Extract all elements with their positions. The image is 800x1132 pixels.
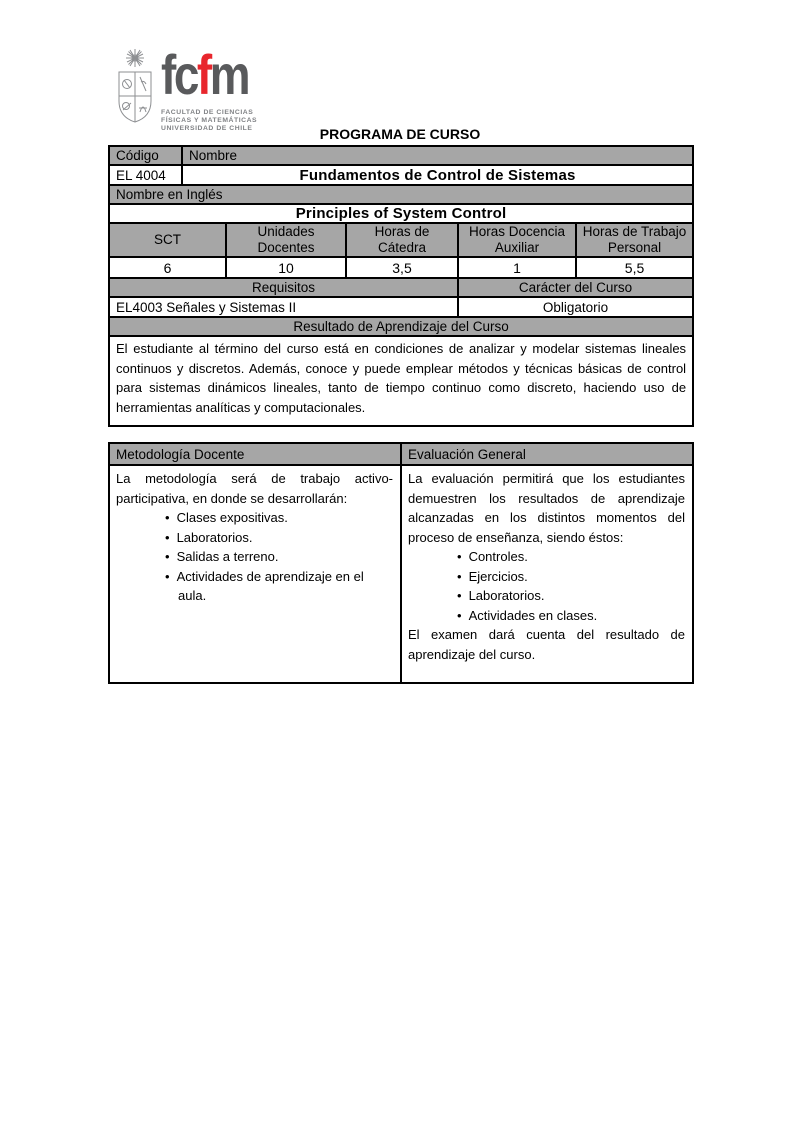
- metodologia-bullet-list: [116, 508, 393, 606]
- metodologia-bullet-3: • Salidas a terreno.: [165, 547, 393, 567]
- header-horas-catedra: Horas de Cátedra: [346, 223, 458, 257]
- nombre-label-cell: Nombre: [182, 146, 693, 165]
- evaluacion-bullet-4: • Actividades en clases.: [457, 606, 685, 626]
- value-horas-trabajo-personal: 5,5: [576, 257, 693, 278]
- evaluacion-bullet-2: • Ejercicios.: [457, 567, 685, 587]
- metodologia-bullet-1: • Clases expositivas.: [165, 508, 393, 528]
- evaluacion-body-cell: [401, 465, 693, 683]
- english-name-cell: Principles of System Control: [109, 204, 693, 223]
- evaluacion-outro-paragraph: El examen dará cuenta del resultado de aprendizaje del curso.: [408, 627, 685, 662]
- faculty-line-2: FÍSICAS Y MATEMÁTICAS: [161, 116, 258, 124]
- fcfm-letters-fc: fc: [161, 43, 197, 106]
- evaluacion-intro-paragraph: La evaluación permitirá que los estudiantes demuestren los resultados de aprendizaje alcanzadas en los distintos momentos del proceso de enseñanza, siendo éstos:: [408, 471, 685, 545]
- codigo-value-cell: EL 4004: [109, 165, 182, 185]
- faculty-line-3: UNIVERSIDAD DE CHILE: [161, 124, 253, 132]
- requisitos-value-cell: EL4003 Señales y Sistemas II: [109, 297, 458, 317]
- caracter-value-cell: Obligatorio: [458, 297, 693, 317]
- fcfm-wordmark-block: [161, 43, 267, 132]
- value-sct: 6: [109, 257, 226, 278]
- methodology-evaluation-header-row: [109, 443, 693, 465]
- learning-outcome-paragraph: El estudiante al término del curso está en condiciones de analizar y modelar sistemas lineales continuos y discretos. Además, conoce y puede emplear métodos y técnicas básicas de control para sistemas dinámicos lineales, tanto de tiempo continuo como discreto, haciendo uso de herramientas analíticas y computacionales.: [116, 341, 687, 415]
- course-info-table: [108, 145, 694, 427]
- evaluacion-bullet-3: • Laboratorios.: [457, 586, 685, 606]
- evaluacion-bullet-1: • Controles.: [457, 547, 685, 567]
- page-title: PROGRAMA DE CURSO: [319, 126, 481, 142]
- crest-shield: [119, 72, 151, 122]
- english-name-value-row: [109, 204, 693, 223]
- fcfm-letter-m: m: [209, 43, 249, 106]
- requisitos-label-cell: Requisitos: [109, 278, 458, 297]
- metodologia-body-cell: [109, 465, 401, 683]
- value-horas-catedra: 3,5: [346, 257, 458, 278]
- header-unidades-docentes: Unidades Docentes: [226, 223, 346, 257]
- fcfm-letter-f-red: f: [196, 43, 210, 106]
- metodologia-label-cell: Metodología Docente: [109, 443, 401, 465]
- header-horas-docencia-auxiliar: Horas Docencia Auxiliar: [458, 223, 576, 257]
- value-unidades-docentes: 10: [226, 257, 346, 278]
- requisitos-caracter-value-row: [109, 297, 693, 317]
- value-horas-docencia-auxiliar: 1: [458, 257, 576, 278]
- metodologia-intro-paragraph: La metodología será de trabajo activo-participativa, en donde se desarrollarán:: [116, 471, 393, 506]
- resultado-label-cell: Resultado de Aprendizaje del Curso: [109, 317, 693, 336]
- course-name-cell: Fundamentos de Control de Sistemas: [182, 165, 693, 185]
- fcfm-logo: [112, 43, 267, 132]
- caracter-label-cell: Carácter del Curso: [458, 278, 693, 297]
- metodologia-bullet-4: • Actividades de aprendizaje en el aula.: [165, 567, 393, 606]
- requisitos-caracter-header-row: [109, 278, 693, 297]
- codigo-label-cell: Código: [109, 146, 182, 165]
- evaluacion-label-cell: Evaluación General: [401, 443, 693, 465]
- english-name-header-row: [109, 185, 693, 204]
- header-horas-trabajo-personal: Horas de Trabajo Personal: [576, 223, 693, 257]
- faculty-line-1: FACULTAD DE CIENCIAS: [161, 109, 254, 116]
- university-crest-icon: [112, 46, 158, 124]
- hours-header-row: [109, 223, 693, 257]
- code-name-header-row: [109, 146, 693, 165]
- crest-starburst: [126, 49, 144, 67]
- learning-outcome-header-row: [109, 317, 693, 336]
- fcfm-wordmark: [161, 43, 249, 106]
- methodology-evaluation-table: [108, 442, 694, 684]
- learning-outcome-text-row: [109, 336, 693, 426]
- evaluacion-bullet-list: [408, 547, 685, 625]
- metodologia-bullet-2: • Laboratorios.: [165, 528, 393, 548]
- hours-values-row: [109, 257, 693, 278]
- code-name-value-row: [109, 165, 693, 185]
- nombre-ingles-label-cell: Nombre en Inglés: [109, 185, 693, 204]
- resultado-text-cell: [109, 336, 693, 426]
- header-sct: SCT: [109, 223, 226, 257]
- methodology-evaluation-body-row: [109, 465, 693, 683]
